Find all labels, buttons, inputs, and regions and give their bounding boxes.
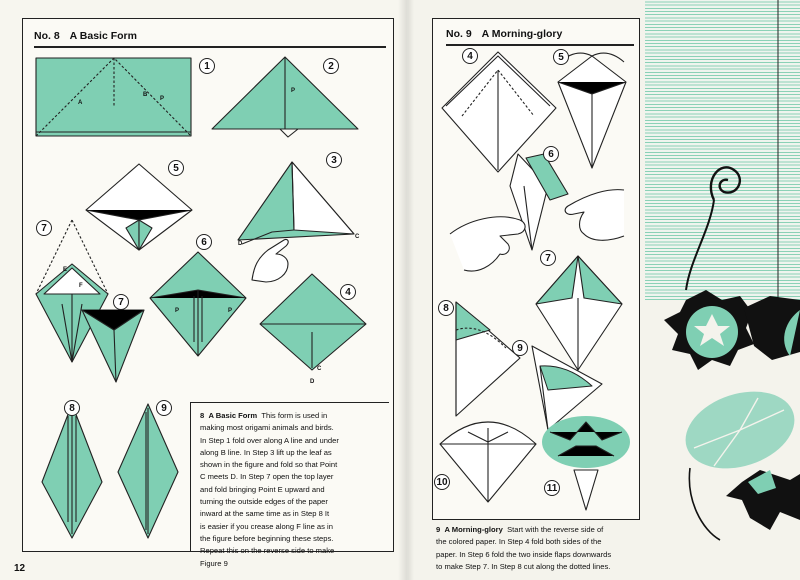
label-f: F xyxy=(79,283,83,289)
left-caption-text-9: is easier if you crease along F line as in xyxy=(200,521,333,531)
label-e: E xyxy=(63,267,68,273)
step-1-badge: 1 xyxy=(199,58,215,74)
step-5-badge: 5 xyxy=(168,160,184,176)
mg-step-4-badge: 4 xyxy=(462,48,478,64)
left-caption-text-3: along B line. In Step 3 lift up the leaf as xyxy=(200,447,332,457)
label-c-4: C xyxy=(317,366,322,372)
right-caption-title: A Morning-glory xyxy=(444,525,503,534)
right-heading-rule xyxy=(446,44,634,46)
step-7b-badge: 7 xyxy=(113,294,129,310)
mg-step-11 xyxy=(540,414,634,512)
step-3-badge: 3 xyxy=(326,152,342,168)
left-section-title: A Basic Form xyxy=(69,30,137,42)
label-p-6a: P xyxy=(175,308,180,314)
left-caption-text-10: the figure before beginning these steps. xyxy=(200,533,334,543)
label-d-4: D xyxy=(310,379,315,385)
right-caption-text-2: paper. In Step 6 fold the two inside flaps downwards xyxy=(436,549,612,559)
step-4-badge: 4 xyxy=(340,284,356,300)
right-caption-line-1 xyxy=(436,524,636,536)
label-a: A xyxy=(78,100,83,106)
label-p-2: P xyxy=(291,88,296,94)
left-heading-rule xyxy=(34,46,386,48)
label-d: D xyxy=(238,241,243,247)
left-caption-text-6: and fold bringing Point E upward and xyxy=(200,484,325,494)
left-caption-text-8: inward at the same time as in Step 8 It xyxy=(200,509,330,519)
fig-step-7-right xyxy=(80,306,150,386)
step-7a-badge: 7 xyxy=(36,220,52,236)
right-section-title: A Morning-glory xyxy=(481,28,563,40)
morning-glory-illustration xyxy=(650,0,800,580)
fig-step-8 xyxy=(40,402,106,542)
fig-step-9 xyxy=(116,402,182,542)
right-caption-number: 9 xyxy=(436,525,441,534)
left-caption-text-12: Figure 9 xyxy=(200,558,228,568)
right-caption-text-0: Start with the reverse side of xyxy=(507,525,604,534)
mg-step-10-badge: 10 xyxy=(434,474,450,490)
label-p: P xyxy=(160,96,165,102)
label-p-6b: P xyxy=(228,308,233,314)
step-8-badge: 8 xyxy=(64,400,80,416)
book-gutter xyxy=(398,0,414,580)
label-c: C xyxy=(355,234,360,240)
right-caption xyxy=(436,524,636,573)
left-caption-line-1 xyxy=(200,410,384,422)
left-caption-text-7: turning the outside edges of the paper xyxy=(200,497,328,507)
left-caption-text-1: making most origami animals and birds. xyxy=(200,423,334,433)
mg-step-6-badge: 6 xyxy=(543,146,559,162)
step-6-badge: 6 xyxy=(196,234,212,250)
left-caption xyxy=(200,410,384,570)
left-caption-text-0: This form is used in xyxy=(261,411,328,420)
step-2-badge: 2 xyxy=(323,58,339,74)
right-caption-text-3: to make Step 7. In Step 8 cut along the dotted lines. xyxy=(436,561,611,571)
mg-step-10 xyxy=(438,414,538,506)
left-section-heading xyxy=(34,30,137,42)
mg-step-5-badge: 5 xyxy=(553,49,569,65)
mg-step-11-badge: 11 xyxy=(544,480,560,496)
right-section-number: No. 9 xyxy=(446,28,472,40)
left-caption-text-11: Repeat this on the reverse side to make xyxy=(200,546,335,556)
left-caption-text-2: In Step 1 fold over along A line and under xyxy=(200,435,339,445)
left-caption-number: 8 xyxy=(200,411,205,420)
right-section-heading xyxy=(446,28,562,40)
mg-step-9-badge: 9 xyxy=(512,340,528,356)
left-section-number: No. 8 xyxy=(34,30,60,42)
fig-step-1 xyxy=(36,56,196,136)
right-caption-text-1: the colored paper. In Step 4 fold both sides of the xyxy=(436,537,602,547)
left-caption-title: A Basic Form xyxy=(208,411,258,420)
page-number: 12 xyxy=(14,563,26,574)
mg-step-8-badge: 8 xyxy=(438,300,454,316)
mg-step-7-badge: 7 xyxy=(540,250,556,266)
left-caption-text-4: shown in the figure and fold so that Point xyxy=(200,460,338,470)
label-b: B xyxy=(143,92,148,98)
step-9-badge: 9 xyxy=(156,400,172,416)
fig-step-6 xyxy=(148,250,248,360)
left-caption-text-5: C meets D. In Step 7 open the top layer xyxy=(200,472,334,482)
mg-step-8 xyxy=(446,300,526,418)
